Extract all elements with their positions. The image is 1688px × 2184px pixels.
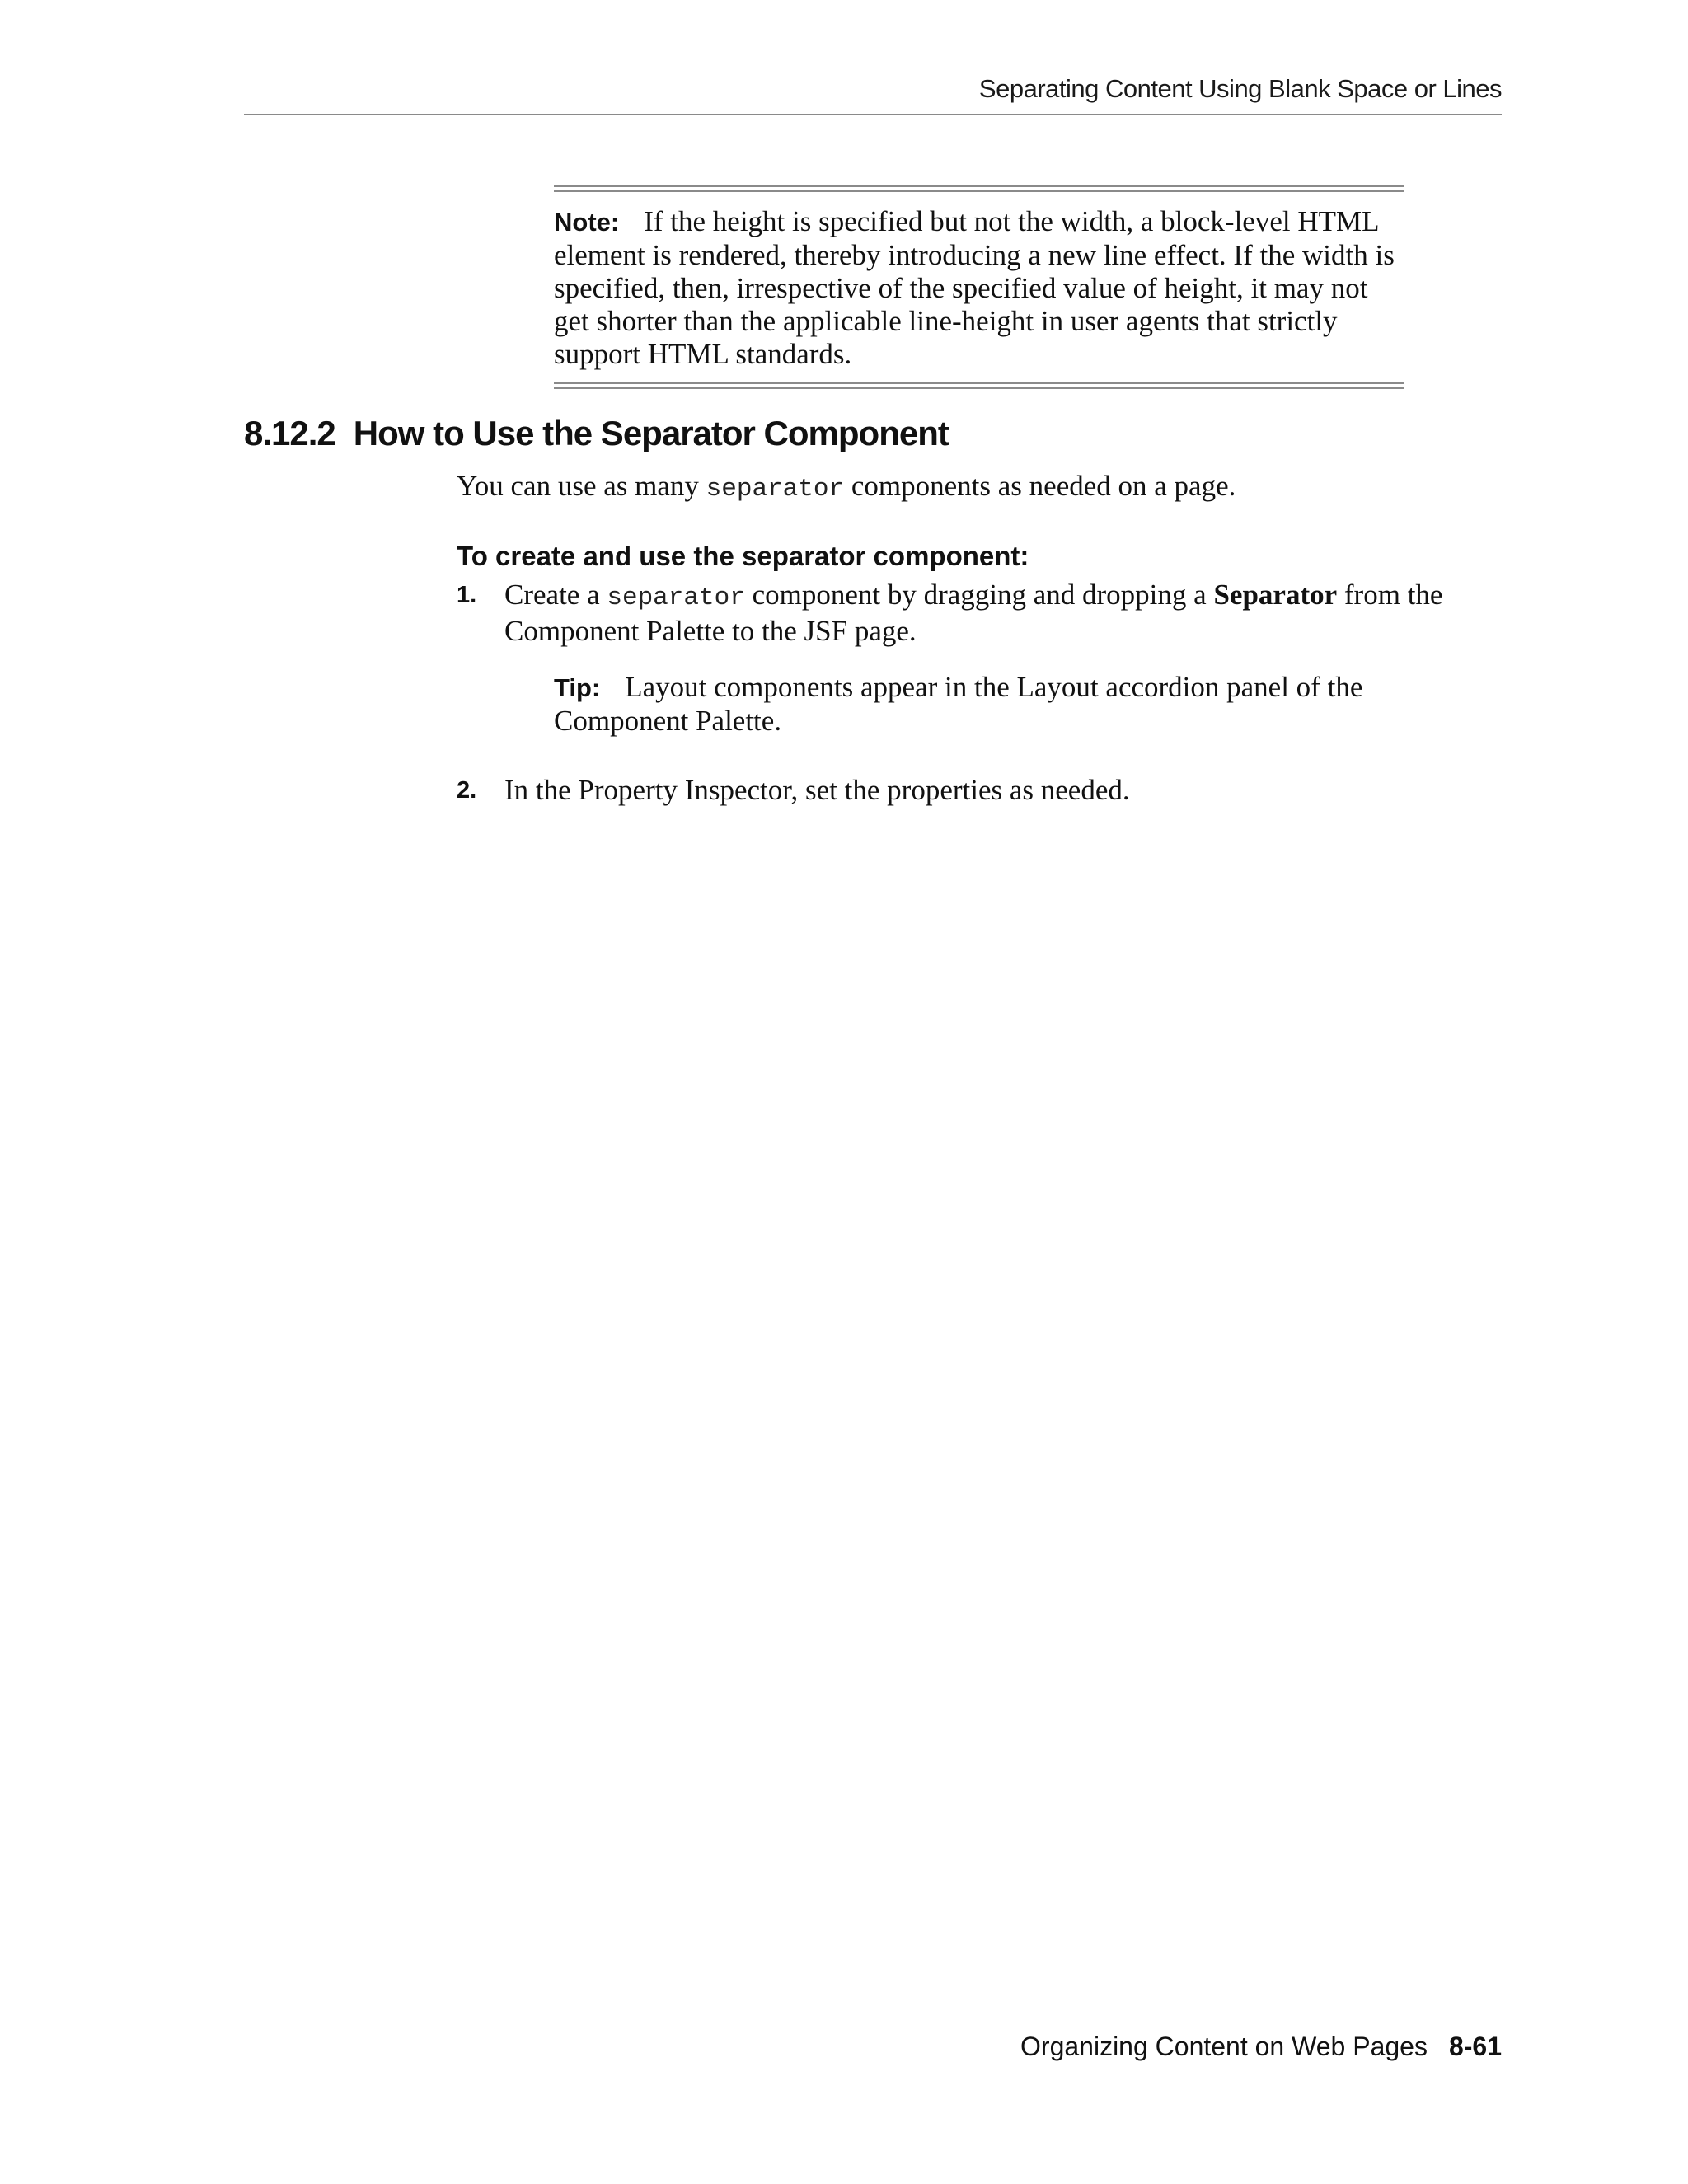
intro-code: separator [706,475,845,504]
step-2-body: In the Property Inspector, set the properties as needed. [504,774,1130,806]
tip-label: Tip: [554,673,601,702]
section-intro [457,470,1503,506]
header-rule [244,114,1502,115]
note-body: If the height is specified but not the width, a block-level HTML element is rendered, thereby introducing a new line effect. If the width is specified, then, irrespective of the specified value of height, it may not get shorter than the applicable line-height in user agents that strictly support HTML standards. [554,205,1395,370]
section-heading [244,414,1502,453]
running-header: Separating Content Using Blank Space or Lines [978,74,1502,103]
tip-body: Layout components appear in the Layout accordion panel of the Component Palette. [554,671,1363,737]
footer-chapter: Organizing Content on Web Pages [1020,2032,1428,2061]
step-1-bold: Separator [1213,579,1338,611]
note-text [554,192,1404,382]
step-1-text-after: from the Component Palette to the JSF page. [504,579,1443,647]
step-1 [457,579,1503,648]
tip-box [554,671,1502,738]
step-1-body [504,579,1503,648]
step-1-number: 1. [457,582,477,608]
step-1-text-middle: component by dragging and dropping a [744,579,1214,611]
procedure-title: To create and use the separator component: [457,541,1029,571]
intro-text-before: You can use as many [457,470,706,502]
note-box [554,185,1404,389]
page-number: 8-61 [1448,2032,1502,2061]
page-footer [244,2032,1502,2062]
note-top-rule [554,185,1404,192]
note-bottom-rule [554,382,1404,389]
step-1-code: separator [607,583,745,612]
step-2-number: 2. [457,777,477,804]
section-number: 8.12.2 [244,414,335,452]
step-2 [457,774,1503,807]
step-1-text-before: Create a [504,579,607,611]
note-label: Note: [554,208,620,237]
section-title: How to Use the Separator Component [353,414,949,452]
intro-text-after: components as needed on a page. [844,470,1236,502]
